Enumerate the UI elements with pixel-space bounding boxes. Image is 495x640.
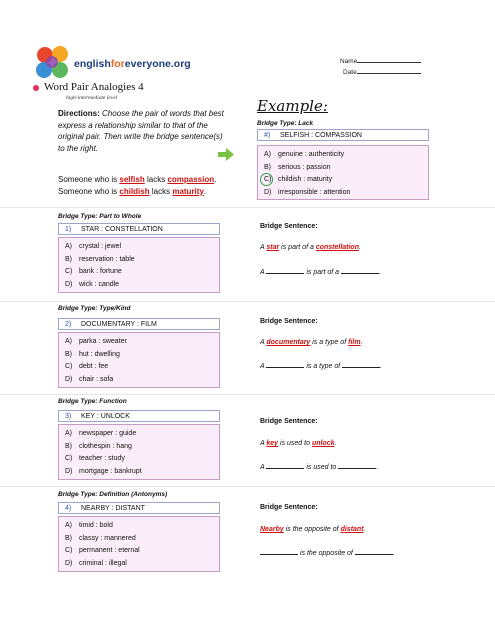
logo-icon: [34, 44, 72, 82]
q2-choices: [58, 332, 220, 388]
example-choice-d[interactable]: D) irresponsible : attention: [264, 188, 351, 196]
sample-sentence-2: Someone who is childish lacks maturity.: [58, 187, 207, 196]
example-stem: #) SELFISH : COMPASSION: [257, 129, 429, 141]
q1-bridge-sentence-answer[interactable]: A is part of a .: [260, 269, 381, 276]
q4-stem: 4) NEARBY : DISTANT: [58, 502, 220, 514]
q2-choice-a[interactable]: A) parka : sweater: [65, 338, 127, 345]
q2-choice-d[interactable]: D) chair : sofa: [65, 375, 114, 383]
q2-choice-c[interactable]: C) debt : fee: [65, 363, 109, 370]
q3-choices: [58, 424, 220, 480]
q2-bridge-sentence-label: Bridge Sentence:: [260, 318, 318, 325]
q3-choice-d[interactable]: D) mortgage : bankrupt: [65, 467, 142, 475]
divider: [0, 486, 495, 487]
divider: [0, 301, 495, 302]
q2-choice-b[interactable]: B) hut : dwelling: [65, 350, 120, 358]
q1-choice-a[interactable]: A) crystal : jewel: [65, 243, 122, 250]
divider: [0, 394, 495, 395]
example-title: Example:: [257, 97, 328, 115]
example-choice-b[interactable]: B) serious : passion: [264, 163, 331, 171]
name-line[interactable]: [357, 56, 421, 63]
q3-choice-c[interactable]: C) teacher : study: [65, 455, 125, 462]
date-label: Date: [343, 69, 357, 76]
q3-bridge-sentence-answer[interactable]: A is used to .: [260, 464, 379, 471]
level-label: high-intermediate level: [66, 95, 118, 101]
q1-bridge-sentence-example: A star is part of a constellation.: [260, 244, 361, 251]
divider: [0, 207, 495, 208]
directions: Directions: Choose the pair of words that best express a relationship similar to that of the original pair. Then write the bridge sentence(s) to the right.: [58, 109, 224, 153]
q3-choice-b[interactable]: B) clothespin : hang: [65, 442, 132, 450]
q1-bridge-type: Bridge Type: Part to Whole: [58, 213, 142, 220]
q4-bridge-sentence-answer[interactable]: is the opposite of .: [260, 549, 395, 557]
q2-bridge-sentence-example: A documentary is a type of film.: [260, 339, 363, 346]
q1-choice-d[interactable]: D) wick : candle: [65, 280, 120, 288]
example-choices: [257, 145, 429, 200]
q4-choice-a[interactable]: A) timid : bold: [65, 522, 113, 529]
name-label: Name: [340, 58, 358, 65]
q4-choice-b[interactable]: B) classy : mannered: [65, 534, 136, 542]
answer-circle-icon: [260, 173, 273, 186]
q3-bridge-sentence-label: Bridge Sentence:: [260, 418, 318, 425]
example-choice-a[interactable]: A) genuine : authenticity: [264, 151, 345, 158]
q1-bridge-sentence-label: Bridge Sentence:: [260, 223, 318, 230]
page-title: Word Pair Analogies 4: [44, 81, 144, 93]
q2-bridge-type: Bridge Type: Type/Kind: [58, 305, 131, 312]
date-line[interactable]: [357, 67, 421, 74]
logo-text: englishforeveryone.org: [74, 58, 191, 70]
q4-choice-d[interactable]: D) criminal : illegal: [65, 559, 127, 567]
q4-bridge-sentence-example: Nearby is the opposite of distant.: [260, 526, 366, 533]
q1-stem: 1) STAR : CONSTELLATION: [58, 223, 220, 235]
q4-bridge-sentence-label: Bridge Sentence:: [260, 504, 318, 511]
q3-bridge-type: Bridge Type: Function: [58, 398, 127, 405]
q1-choice-b[interactable]: B) reservation : table: [65, 255, 135, 263]
name-date-fields: [340, 56, 421, 78]
q2-bridge-sentence-answer[interactable]: A is a type of .: [260, 363, 383, 370]
q3-choice-a[interactable]: A) newspaper : guide: [65, 430, 137, 437]
q3-bridge-sentence-example: A key is used to unlock.: [260, 440, 337, 447]
arrow-right-icon: [218, 148, 234, 161]
q1-choices: [58, 237, 220, 293]
q4-choice-c[interactable]: C) permanent : eternal: [65, 547, 140, 554]
q3-stem: 3) KEY : UNLOCK: [58, 410, 220, 422]
q2-stem: 2) DOCUMENTARY : FILM: [58, 318, 220, 330]
example-bridge-type: Bridge Type: Lack: [257, 120, 314, 127]
sample-sentence-1: Someone who is selfish lacks compassion.: [58, 175, 217, 184]
q4-choices: [58, 516, 220, 572]
q4-bridge-type: Bridge Type: Definition (Antonyms): [58, 491, 168, 498]
title-bullet-icon: [33, 85, 39, 91]
example-choice-c[interactable]: C) childish : maturity: [264, 174, 428, 187]
q1-choice-c[interactable]: C) bank : fortune: [65, 268, 122, 275]
